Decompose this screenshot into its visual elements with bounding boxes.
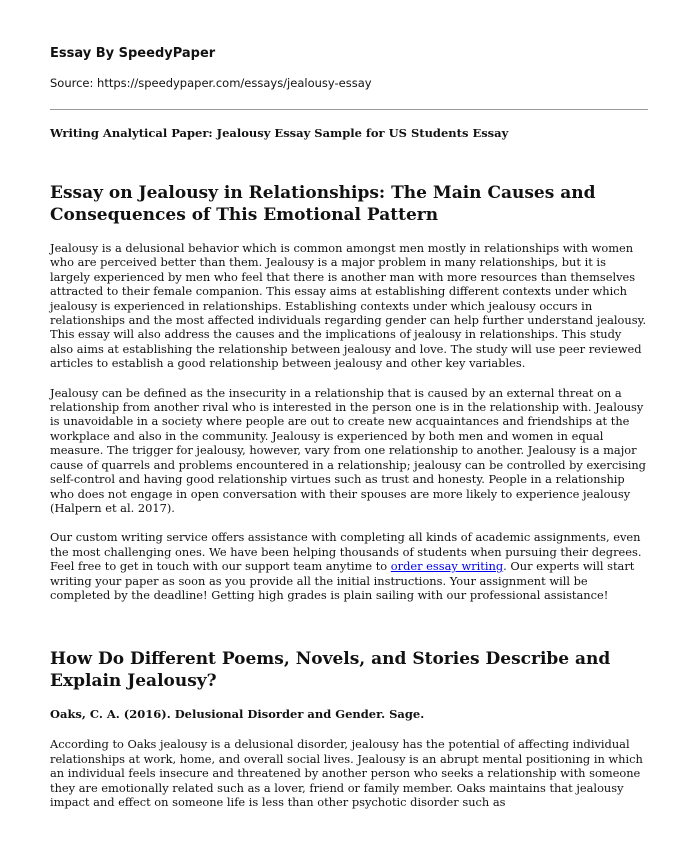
essay-author-line: Essay By SpeedyPaper <box>50 46 216 61</box>
paragraph-service <box>50 530 648 602</box>
paragraph-service-text-before: Our custom writing service offers assistance with completing all kinds of academic assignments, even the most challenging ones. We have been helping thousands of students when pursuing their degrees. Feel free to get in touch with our support team anytime to <box>50 530 642 574</box>
document-header <box>50 0 648 141</box>
paragraph-intro: Jealousy is a delusional behavior which is common amongst men mostly in relationships with women who are perceived better than them. Jealousy is a major problem in many relationships, but it is largely experienced by men who feel that there is another man with more resources than themselves attracted to their female companion. This essay aims at establishing different contexts under which jealousy is experienced in relationships. Establishing contexts under which jealousy occurs in relationships and the most affected individuals regarding gender can help further understand jealousy. This essay will also address the causes and the implications of jealousy in relationships. This study also aims at establishing the relationship between jealousy and love. The study will use peer reviewed articles to establish a good relationship between jealousy and other key variables. <box>50 241 647 371</box>
header-divider <box>50 109 648 110</box>
order-essay-writing-link[interactable]: order essay writing <box>390 559 504 574</box>
paragraph-definition: Jealousy can be defined as the insecurity in a relationship that is caused by an external threat on a relationship from another rival who is interested in the person one is in the relationship with. Jealousy is unavoidable in a society where people are out to create new acquaintances and friendships at the workplace and also in the community. Jealousy is experienced by both men and women in equal measure. The trigger for jealousy, however, vary from one relationship to another. Jealousy is a major cause of quarrels and problems encountered in a relationship; jealousy can be controlled by exercising self-control and having good relationship virtues such as trust and honesty. People in a relationship who does not engage in open conversation with their spouses are more likely to experience jealousy (Halpern et al. 2017). <box>50 385 646 515</box>
paragraph-service-text-after: . Our experts will start writing your paper as soon as you provide all the initial instructions. Your assignment will be completed by the deadline! Getting high grades is plain sailing with our professional assistance! <box>50 559 635 602</box>
paragraph-oaks: According to Oaks jealousy is a delusional disorder, jealousy has the potential of affecting individual relationships at work, home, and overall social lives. Jealousy is an abrupt mental positioning in which an individual feels insecure and threatened by another person who seeks a relationship with someone they are emotionally related such as a lover, friend or family member. Oaks maintains that jealousy impact and effect on someone life is less than other psychotic disorder such as <box>50 737 643 809</box>
reference-citation: Oaks, C. A. (2016). Delusional Disorder and Gender. Sage. <box>50 707 425 722</box>
source-line: Source: https://speedypaper.com/essays/jealousy-essay <box>50 76 372 90</box>
section-heading-literature: How Do Different Poems, Novels, and Stories Describe and Explain Jealousy? <box>50 649 611 692</box>
document-title: Writing Analytical Paper: Jealousy Essay Sample for US Students Essay <box>50 126 509 140</box>
section-heading-causes: Essay on Jealousy in Relationships: The Main Causes and Consequences of This Emotional Pattern <box>50 183 596 225</box>
